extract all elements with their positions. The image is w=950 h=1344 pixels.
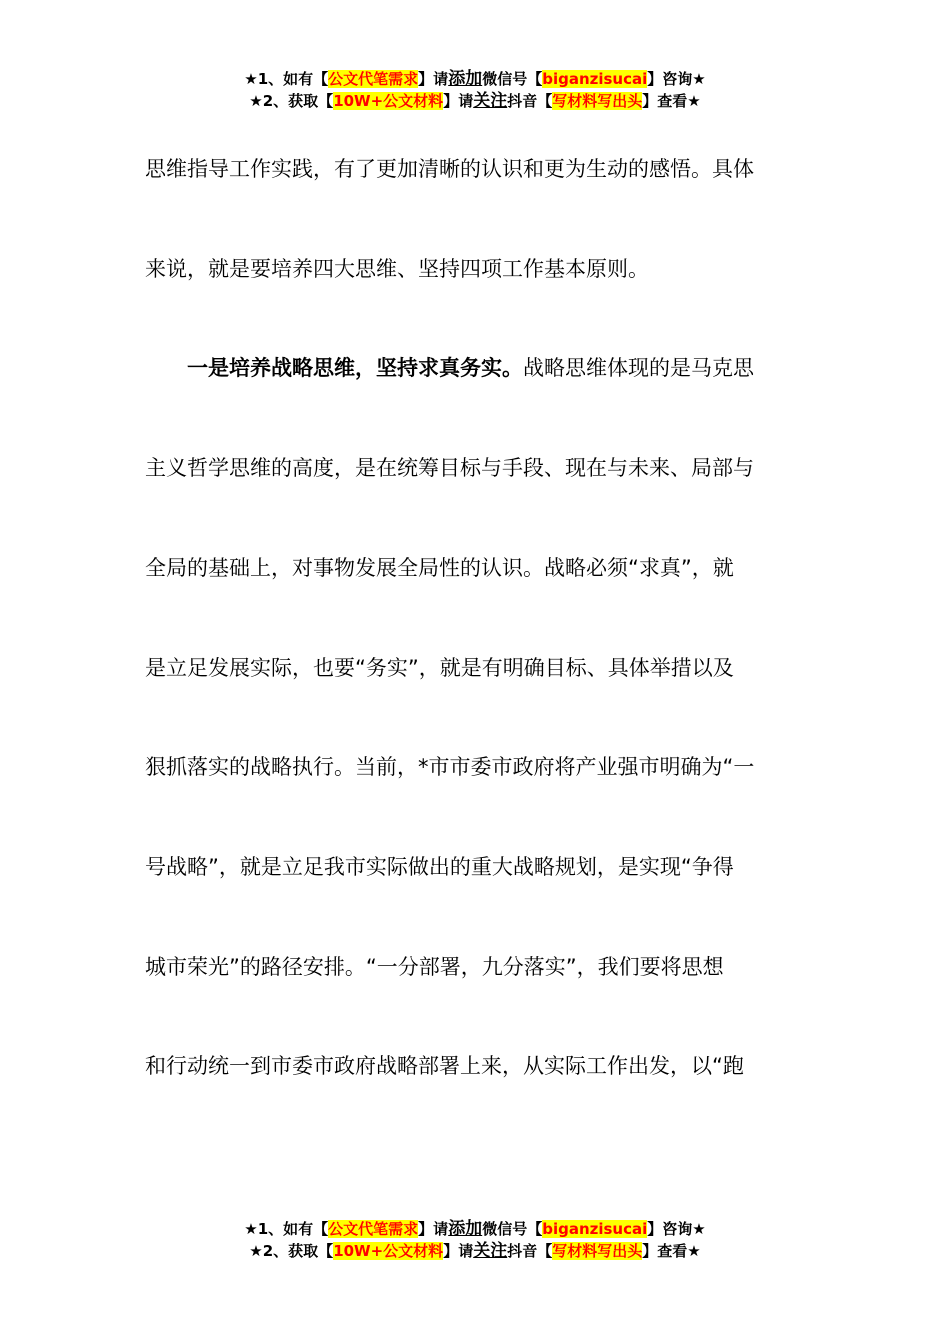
banner-line-2 [0,90,950,112]
banner-suffix: 】查看★ [642,92,701,110]
banner-prefix: ★1、如有【 [244,70,329,88]
banner-text: 】请 [443,1242,474,1260]
text-line: 思维指导工作实践，有了更加清晰的认识和更为生动的感悟。具体 [145,157,754,181]
banner-text: 抖音【 [507,1242,553,1260]
paragraph-2 [145,319,807,1117]
underlined-add: 添加 [448,1219,483,1239]
highlight-materials: 10W+公文材料 [333,92,444,110]
text-line: 和行动统一到市委市政府战略部署上来，从实际工作出发，以“跑 [145,1054,744,1079]
banner-text: 微信号【 [482,70,543,88]
text-line: 全局的基础上，对事物发展全局性的认识。战略必须“求真”，就 [145,555,734,580]
highlight-writing-service: 公文代笔需求 [328,1220,419,1238]
text-line: 号战略”，就是立足我市实际做出的重大战略规划，是实现“争得 [145,854,734,879]
banner-text: 】请 [418,70,449,88]
banner-suffix: 】查看★ [642,1242,701,1260]
text-line: 狠抓落实的战略执行。当前，*市市委市政府将产业强市明确为“一 [145,755,755,780]
banner-line-1 [0,68,950,90]
highlight-douyin-account: 写材料写出头 [552,92,643,110]
highlight-wechat-id: biganzisucai [542,70,648,88]
underlined-follow: 关注 [473,91,508,111]
banner-text: 】请 [418,1220,449,1238]
text-line [145,319,807,419]
paragraph-heading: 一是培养战略思维，坚持求真务实。 [187,356,523,381]
header-banner [0,68,950,112]
highlight-douyin-account: 写材料写出头 [552,1242,643,1260]
banner-prefix: ★1、如有【 [244,1220,329,1238]
banner-line-2 [0,1240,950,1262]
text-line: 城市荣光”的路径安排。“一分部署，九分落实”，我们要将思想 [145,954,724,979]
banner-line-1 [0,1218,950,1240]
highlight-writing-service: 公文代笔需求 [328,70,419,88]
banner-prefix: ★2、获取【 [249,1242,334,1260]
footer-banner [0,1218,950,1262]
banner-text: 微信号【 [482,1220,543,1238]
banner-suffix: 】咨询★ [647,70,706,88]
banner-text: 抖音【 [507,92,553,110]
text-line: 主义哲学思维的高度，是在统筹目标与手段、现在与未来、局部与 [145,456,754,481]
text-line: 来说，就是要培养四大思维、坚持四项工作基本原则。 [145,256,649,281]
highlight-materials: 10W+公文材料 [333,1242,444,1260]
underlined-add: 添加 [448,69,483,89]
banner-suffix: 】咨询★ [647,1220,706,1238]
banner-prefix: ★2、获取【 [249,92,334,110]
text-line: 是立足发展实际，也要“务实”，就是有明确目标、具体举措以及 [145,655,734,680]
text-fragment: 战略思维体现的是马克思 [523,356,754,381]
document-body [145,120,807,1117]
highlight-wechat-id: biganzisucai [542,1220,648,1238]
paragraph-1 [145,120,807,319]
underlined-follow: 关注 [473,1241,508,1261]
banner-text: 】请 [443,92,474,110]
